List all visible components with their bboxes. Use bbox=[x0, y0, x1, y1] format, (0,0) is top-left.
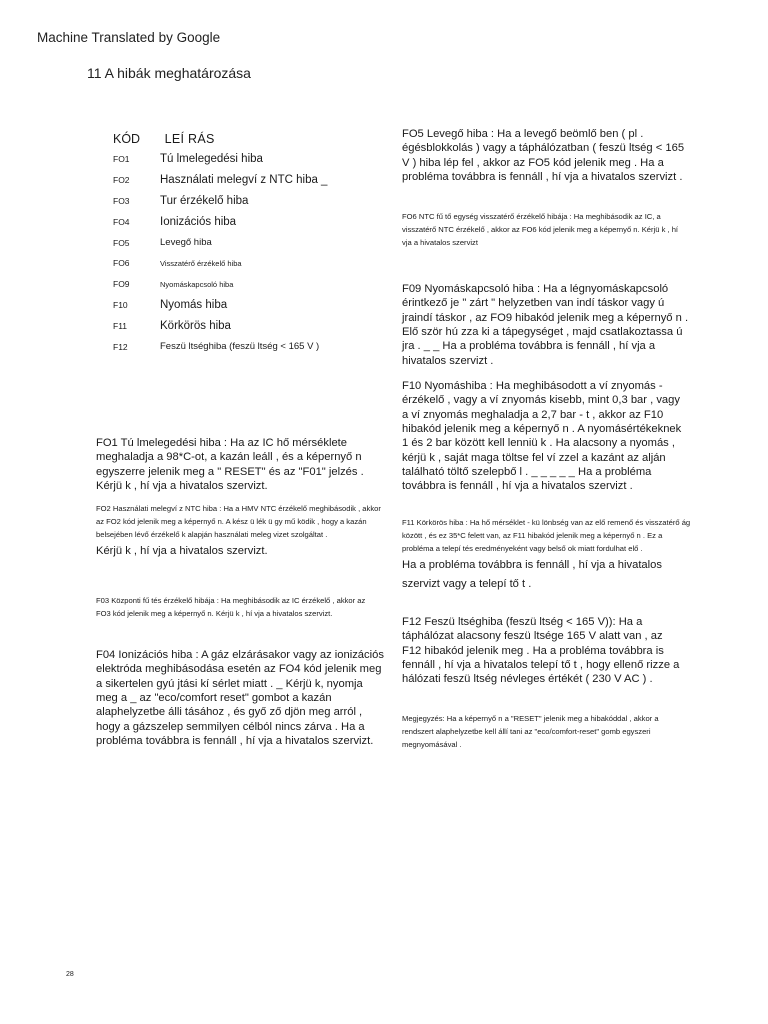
paragraph-f09: F09 Nyomáskapcsoló hiba : Ha a légnyomáskapcsoló érintkező je " zárt " helyzetben van indí táskor vagy ú jraindí táskor , az FO9 hibakód jelenik meg a képernyő n . Elő ször hú zza ki a tápegységet , majd csatlakoztassa ú jra . _ _ Ha a probléma továbbra is fennáll , hí vja a hivatalos szervizt . bbox=[402, 283, 689, 367]
table-row bbox=[113, 170, 373, 191]
error-code: FO2 bbox=[113, 175, 130, 186]
paragraph-f03: F03 Központi fű tés érzékelő hibája : Ha meghibásodik az IC érzékelő , akkor az FO3 kód jelenik meg a képernyő n. Kérjü k , hí vja a hivatalos szervizt. bbox=[96, 596, 366, 618]
error-table-header bbox=[113, 131, 333, 146]
error-description: Visszatérő érzékelő hiba bbox=[160, 258, 242, 268]
error-code: F10 bbox=[113, 299, 128, 310]
table-row bbox=[113, 295, 373, 316]
paragraph-f12: F12 Feszü ltséghiba (feszü ltség < 165 V)): Ha a táphálózat alacsony feszü ltsége 165 V alatt van , az F12 hibakód jelenik meg . Ha a probléma továbbra is fennáll , hí vja a hivatalos telepí tő t , hogy ellenő rizze a hálózati feszü ltség névleges értékét ( 230 V AC ) . bbox=[402, 616, 680, 686]
paragraph-f02-tail: Kérjü k , hí vja a hivatalos szervizt. bbox=[96, 544, 268, 557]
page-number: 28 bbox=[66, 971, 74, 978]
error-description: Feszü ltséghiba (feszü ltség < 165 V ) bbox=[160, 341, 320, 353]
table-row bbox=[113, 253, 373, 274]
paragraph-f06: FO6 NTC fű tő egység visszatérő érzékelő hibája : Ha meghibásodik az IC, a visszatérő NTC érzékelő , akkor az FO6 kód jelenik meg a képernyő n. Kérjü k , hí vja a hivatalos szervizt bbox=[402, 212, 679, 247]
error-description: Nyomás hiba bbox=[160, 298, 228, 311]
error-code: FO9 bbox=[113, 279, 130, 290]
error-description: Nyomáskapcsoló hiba bbox=[160, 279, 234, 289]
note-paragraph: Megjegyzés: Ha a képernyő n a "RESET" jelenik meg a hibakóddal , akkor a rendszert alaphelyzetbe kell állí tani az "eco/comfort-reset" gomb egyszeri megnyomásával . bbox=[402, 714, 659, 749]
error-code: F12 bbox=[113, 341, 128, 352]
error-description: Körkörös hiba bbox=[160, 319, 231, 332]
table-row bbox=[113, 232, 373, 253]
paragraph-f11 bbox=[402, 517, 692, 594]
paragraph-f04: F04 Ionizációs hiba : A gáz elzárásakor vagy az ionizációs elektróda meghibásodása esetén az FO4 kód jelenik meg a sikertelen gyú jtási kí sérlet miatt . _ Kérjü k, nyomja meg a _ az "eco/comfort reset" gombot a kazán alaphelyzetbe álli tásához , és győ ző djön meg arról , hogy a gázszelep semmilyen célból nincs zárva . Ha a probléma továbbra is fennáll , hí vja a hivatalos szervizt. bbox=[96, 649, 384, 747]
paragraph-f11-body: F11 Körkörös hiba : Ha hő mérséklet - kü lönbség van az elő remenő és visszatérő ág között , és ez 35*C felett van, az F11 hibakód jelenik meg a képernyő n . Ez a probléma a telepí tés eredményeként vagy belső ok miatt fordulhat elő . bbox=[402, 518, 691, 553]
translation-banner: Machine Translated by Google bbox=[37, 30, 221, 45]
paragraph-f02-body: FO2 Használati melegví z NTC hiba : Ha a HMV NTC érzékelő meghibásodik , akkor az FO2 kód jelenik meg a képernyő n. A kész ü lék ü gy mű ködik , hogy a kazán belsejében lévő érzékelő k alapján használati meleg vizet szolgáltat . bbox=[96, 504, 381, 539]
paragraph-f01: FO1 Tú lmelegedési hiba : Ha az IC hő mérséklete meghaladja a 98*C-ot, a kazán leáll , és a képernyő n egyszerre jelenik meg a " RESET" és az "F01" jelzés . Kérjü k , hí vja a hivatalos szervizt. bbox=[96, 437, 364, 492]
error-code-table bbox=[113, 149, 373, 357]
paragraph-f05: FO5 Levegő hiba : Ha a levegő beömlő ben ( pl . égésblokkolás ) vagy a táphálózatban ( feszü ltség < 165 V ) hiba lép fel , akkor az FO5 kód jelenik meg . Ha a probléma továbbra is fennáll , hí vja a hivatalos szervizt . bbox=[402, 128, 685, 183]
paragraph-f11-tail: Ha a probléma továbbra is fennáll , hí vja a hivatalos szervizt vagy a telepí tő t . bbox=[402, 558, 662, 590]
table-row bbox=[113, 315, 373, 336]
error-description: Levegő hiba bbox=[160, 237, 212, 249]
error-code: FO3 bbox=[113, 195, 130, 206]
error-code: F11 bbox=[113, 320, 128, 331]
table-row bbox=[113, 336, 373, 357]
table-row bbox=[113, 274, 373, 295]
error-description: Tur érzékelő hiba bbox=[160, 194, 249, 207]
paragraph-f02 bbox=[96, 503, 382, 561]
table-row bbox=[113, 149, 373, 170]
header-description: LEÍ RÁS bbox=[164, 132, 215, 146]
section-title: 11 A hibák meghatározása bbox=[87, 65, 251, 81]
table-row bbox=[113, 211, 373, 232]
error-code: FO5 bbox=[113, 237, 130, 248]
table-row bbox=[113, 191, 373, 212]
paragraph-f10: F10 Nyomáshiba : Ha meghibásodott a ví znyomás - érzékelő , vagy a ví znyomás kisebb, mint 0,3 bar , vagy a ví znyomás meghaladja a 2,7 bar - t , akkor az F10 hibakód jelenik meg a képernyő n . A nyomásértékeknek 1 és 2 bar között kell lenniü k . Ha alacsony a nyomás , kérjü k , saját maga töltse fel ví zzel a kazánt az alján található töltő szelepbő l . _ _ _ _ _ Ha a probléma továbbra is fennáll , hí vja a hivatalos szervizt . bbox=[402, 380, 682, 493]
error-code: FO6 bbox=[113, 258, 130, 269]
error-description: Tú lmelegedési hiba bbox=[160, 153, 263, 166]
error-code: FO4 bbox=[113, 216, 130, 227]
error-code: FO1 bbox=[113, 154, 130, 165]
error-description: Ionizációs hiba bbox=[160, 215, 237, 228]
header-code: KÓD bbox=[113, 132, 141, 146]
error-description: Használati melegví z NTC hiba _ bbox=[160, 174, 328, 187]
